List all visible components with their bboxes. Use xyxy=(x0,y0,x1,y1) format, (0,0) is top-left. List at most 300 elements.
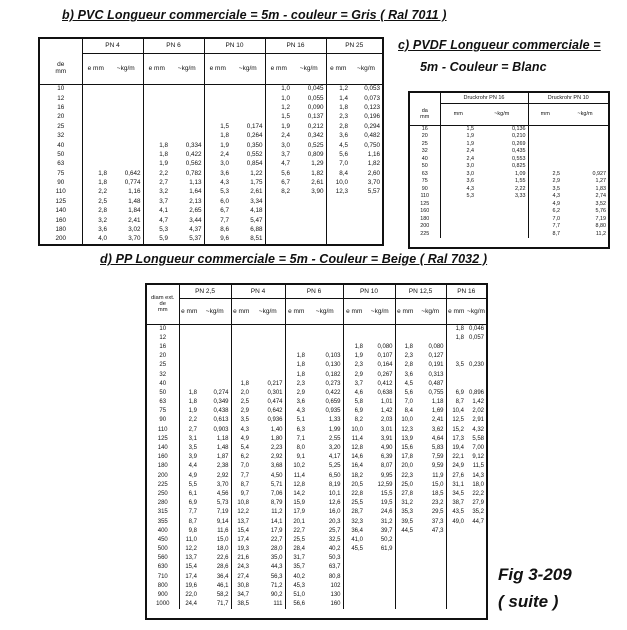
pp-cell-value: 8,79 xyxy=(270,500,283,507)
pvc-cell-value: 0,334 xyxy=(185,141,202,149)
pp-cell-diameter: 710 xyxy=(157,573,168,580)
pp-cell-value: 24,6 xyxy=(380,509,393,516)
pp-cell-diameter: 160 xyxy=(157,454,168,461)
pvdf-cell-value: 2,4 xyxy=(440,155,476,163)
pvdf-cell-value xyxy=(440,208,476,216)
pp-cell-value xyxy=(199,370,231,379)
pp-cell-value: 0,046 xyxy=(468,325,484,332)
pp-cell-value: 39,5 xyxy=(395,517,415,526)
pp-cell-value: 4,17 xyxy=(328,454,341,461)
pp-cell-value: 27,9 xyxy=(472,500,484,507)
pvc-cell-value: 2,4 xyxy=(204,150,231,159)
pp-cell-value: 47,3 xyxy=(431,527,444,534)
pp-table-row xyxy=(147,554,486,563)
pp-cell-value: 8,4 xyxy=(395,407,415,416)
pp-cell-value: 2,7 xyxy=(179,425,199,434)
pp-cell-value xyxy=(365,324,395,333)
pvdf-cell-value: 0,136 xyxy=(512,126,526,132)
pp-cell-value: 111 xyxy=(273,601,283,608)
pp-cell-value: 34,5 xyxy=(446,489,466,498)
pvc-cell-value xyxy=(170,131,204,140)
pp-cell-value: 0,613 xyxy=(213,417,229,424)
pp-cell-value: 1,18 xyxy=(431,399,444,406)
pp-cell-value: 0,080 xyxy=(377,343,393,350)
pvc-cell-value: 1,16 xyxy=(128,188,141,196)
pvc-cell-value: 0,212 xyxy=(307,122,324,130)
pp-cell-value: 46,1 xyxy=(216,582,229,589)
pvc-cell-value: 1,82 xyxy=(367,160,380,168)
pvc-table-row xyxy=(40,234,382,243)
pp-cell-value xyxy=(415,600,446,609)
pp-cell-value xyxy=(446,590,466,599)
pp-cell-value: 0,935 xyxy=(325,408,341,415)
pvc-caption: b) PVC Longueur commerciale = 5m - couleur = Gris ( Ral 7011 ) xyxy=(62,8,447,22)
pvc-cell-diameter: 20 xyxy=(57,113,65,121)
pvc-table-body xyxy=(40,84,382,244)
pvc-cell-diameter: 160 xyxy=(55,216,66,224)
pp-table-row xyxy=(147,398,486,407)
pvc-sub-header-e: e mm xyxy=(143,53,170,84)
pvdf-cell-value: 4,9 xyxy=(528,200,562,208)
pp-cell-value: 4,3 xyxy=(231,425,251,434)
pp-cell-value xyxy=(199,342,231,351)
pvc-cell-value: 0,174 xyxy=(246,122,263,130)
pvc-cell-value: 0,782 xyxy=(185,169,202,177)
pp-cell-value: 28,6 xyxy=(216,564,229,571)
pvdf-cell-value: 0,210 xyxy=(512,133,526,140)
pp-cell-value: 2,38 xyxy=(216,463,229,470)
pvc-cell-value xyxy=(204,103,231,112)
pp-cell-value: 1,80 xyxy=(270,435,283,442)
pvc-cell-value: 2,8 xyxy=(326,122,350,131)
pp-cell-diameter: 140 xyxy=(157,445,168,452)
pvc-cell-value: 3,2 xyxy=(82,215,109,224)
pp-cell-value xyxy=(466,590,486,599)
pp-cell-value: 19,5 xyxy=(380,500,393,507)
pp-cell-value: 38,7 xyxy=(446,499,466,508)
pvdf-cell-diameter: 25 xyxy=(421,140,428,147)
pvdf-table-row xyxy=(410,200,608,208)
pvc-cell-value xyxy=(143,103,170,112)
pvc-dn-unit: mm xyxy=(55,68,67,76)
pvc-cell-value: 0,642 xyxy=(124,169,141,177)
pp-table-row xyxy=(147,388,486,397)
pvc-cell-value xyxy=(82,140,109,149)
pvdf-cell-diameter: 125 xyxy=(420,200,430,207)
pvc-cell-diameter: 110 xyxy=(55,188,66,196)
pvdf-cell-value xyxy=(476,215,528,223)
pp-caption: d) PP Longueur commerciale = 5m - Couleur = Beige ( Ral 7032 ) xyxy=(100,252,488,266)
pp-cell-value: 0,164 xyxy=(377,362,393,369)
pvc-cell-value xyxy=(109,112,143,121)
pp-cell-value: 14,3 xyxy=(472,472,484,479)
pp-cell-value xyxy=(343,572,365,581)
pp-cell-value: 3,7 xyxy=(343,379,365,388)
pp-cell-value: 11,4 xyxy=(285,471,307,480)
pvdf-caption-line1: c) PVDF Longueur commerciale = xyxy=(398,38,601,52)
pp-cell-value xyxy=(466,545,486,554)
pvc-cell-value xyxy=(170,122,204,131)
pp-cell-value: 10,2 xyxy=(285,462,307,471)
pvc-cell-value: 0,809 xyxy=(307,150,324,158)
pp-cell-value: 6,3 xyxy=(285,425,307,434)
pvc-cell-value: 1,8 xyxy=(82,169,109,178)
pvc-cell-value: 7,0 xyxy=(326,159,350,168)
pp-cell-value: 12,8 xyxy=(285,480,307,489)
pp-table-row xyxy=(147,508,486,517)
pvdf-cell-diameter: 16 xyxy=(421,126,428,132)
pvc-cell-value: 8,6 xyxy=(204,225,231,234)
pvc-table-row xyxy=(40,150,382,159)
pvc-table-row xyxy=(40,112,382,121)
pp-cell-diameter: 560 xyxy=(157,555,168,562)
pvdf-table-frame xyxy=(408,91,610,249)
pp-cell-value: 2,02 xyxy=(472,408,484,415)
pvc-cell-value: 0,055 xyxy=(307,94,324,102)
pp-cell-value: 3,5 xyxy=(446,361,466,370)
pp-group-header: PN 10 xyxy=(343,285,395,298)
pvc-cell-value: 0,422 xyxy=(185,150,202,158)
pvdf-table-body xyxy=(410,125,608,238)
pvc-cell-value: 3,2 xyxy=(143,187,170,196)
pvc-cell-value: 10,0 xyxy=(326,178,350,187)
pp-cell-value: 0,313 xyxy=(428,371,444,378)
pp-cell-value: 1,8 xyxy=(231,379,251,388)
pp-cell-value xyxy=(466,379,486,388)
pp-cell-value xyxy=(415,545,446,554)
pvc-cell-value xyxy=(326,225,350,234)
pp-cell-value: 7,00 xyxy=(472,445,484,452)
pvdf-cell-value: 5,76 xyxy=(595,208,606,215)
pp-cell-diameter: 32 xyxy=(159,371,167,378)
pp-group-header: PN 12,5 xyxy=(395,285,446,298)
pp-table-row xyxy=(147,462,486,471)
pvc-cell-value xyxy=(143,84,170,93)
pvc-group-header: PN 10 xyxy=(204,39,265,53)
pp-cell-diameter: 63 xyxy=(159,399,167,406)
pvc-cell-value: 7,7 xyxy=(204,215,231,224)
pp-cell-value: 9,8 xyxy=(179,526,199,535)
pp-cell-value: 18,2 xyxy=(343,471,365,480)
pvc-cell-value: 6,0 xyxy=(204,197,231,206)
pvdf-cell-diameter: 110 xyxy=(420,193,430,200)
pp-cell-value: 32,5 xyxy=(328,536,341,543)
pvdf-cell-value xyxy=(562,133,608,141)
pp-cell-value xyxy=(446,379,466,388)
pvc-cell-value: 1,5 xyxy=(204,122,231,131)
pp-cell-value: 71,2 xyxy=(270,582,283,589)
pp-cell-value: 10,4 xyxy=(446,407,466,416)
pp-cell-value: 0,230 xyxy=(468,362,484,369)
pvc-cell-value: 1,8 xyxy=(82,178,109,187)
pvdf-table xyxy=(410,93,608,238)
pvc-cell-value xyxy=(292,225,326,234)
pvc-cell-diameter: 125 xyxy=(55,197,66,205)
pvc-dn-symbol: de xyxy=(57,61,65,69)
pvc-cell-value: 0,342 xyxy=(307,132,324,140)
pvc-cell-value xyxy=(109,140,143,149)
pvc-cell-value: 0,073 xyxy=(364,94,380,102)
pp-cell-value: 1,8 xyxy=(285,352,307,361)
pp-cell-value xyxy=(466,563,486,572)
pvc-cell-value: 2,61 xyxy=(311,179,324,187)
pvdf-cell-value xyxy=(476,230,528,238)
pp-cell-value: 0,438 xyxy=(213,408,229,415)
pvdf-cell-value: 3,5 xyxy=(528,185,562,193)
pvc-cell-value: 3,6 xyxy=(326,131,350,140)
pp-cell-value: 3,91 xyxy=(380,435,393,442)
pvc-cell-value xyxy=(170,112,204,121)
pp-cell-value: 25,0 xyxy=(395,480,415,489)
pp-cell-value: 12,2 xyxy=(231,508,251,517)
pp-cell-value: 6,9 xyxy=(179,499,199,508)
pvc-cell-value: 8,4 xyxy=(326,169,350,178)
pvdf-cell-diameter: 32 xyxy=(421,148,428,155)
pp-cell-value: 5,5 xyxy=(179,480,199,489)
pp-cell-value xyxy=(251,352,285,361)
pp-cell-value xyxy=(343,590,365,599)
pvc-sub-header-kg: ~kg/m xyxy=(170,53,204,84)
pp-cell-value: 58,2 xyxy=(216,592,229,599)
pp-cell-value: 9,95 xyxy=(380,472,393,479)
pp-table xyxy=(147,285,486,609)
pvdf-table-row xyxy=(410,185,608,193)
pp-cell-value: 39,7 xyxy=(380,527,393,534)
pp-cell-value: 0,191 xyxy=(428,362,444,369)
pp-table-row xyxy=(147,535,486,544)
pp-cell-diameter: 75 xyxy=(159,408,167,415)
pvc-cell-value: 1,64 xyxy=(189,188,202,196)
pp-cell-value: 15,0 xyxy=(216,536,229,543)
pvc-cell-value: 3,0 xyxy=(204,159,231,168)
pvc-sub-header-kg: ~kg/m xyxy=(109,53,143,84)
pp-cell-value xyxy=(199,324,231,333)
pvdf-cell-value xyxy=(476,208,528,216)
pp-cell-value: 12,6 xyxy=(328,500,341,507)
pvc-cell-value: 1,0 xyxy=(265,84,292,93)
pvdf-cell-diameter: 20 xyxy=(421,133,428,140)
pp-cell-value: 102 xyxy=(330,582,341,589)
pp-cell-value: 44,3 xyxy=(270,564,283,571)
pvdf-cell-value: 1,83 xyxy=(595,185,606,192)
pp-cell-value: 20,5 xyxy=(343,480,365,489)
pp-cell-value: 1,9 xyxy=(179,407,199,416)
pp-cell-value xyxy=(179,379,199,388)
pvdf-cell-value: 2,9 xyxy=(528,178,562,186)
pp-cell-diameter: 110 xyxy=(157,426,168,433)
pp-table-row xyxy=(147,434,486,443)
pp-cell-value xyxy=(395,333,415,342)
pp-cell-value: 0,274 xyxy=(213,389,229,396)
pvdf-cell-value xyxy=(562,125,608,133)
pp-cell-value: 1,8 xyxy=(343,342,365,351)
pvc-cell-value: 1,48 xyxy=(128,197,141,205)
pvc-cell-value: 4,1 xyxy=(143,206,170,215)
pvc-cell-diameter: 32 xyxy=(57,132,65,140)
pp-cell-value xyxy=(395,324,415,333)
pvc-cell-value xyxy=(292,197,326,206)
pp-cell-value xyxy=(466,554,486,563)
pvc-cell-value: 2,60 xyxy=(367,169,380,177)
pp-cell-value: 2,41 xyxy=(431,417,444,424)
pp-cell-diameter: 200 xyxy=(157,472,168,479)
pvc-cell-value: 2,2 xyxy=(82,187,109,196)
pp-cell-value: 0,273 xyxy=(325,380,341,387)
pp-cell-value: 3,68 xyxy=(270,463,283,470)
pp-cell-value: 51,0 xyxy=(285,590,307,599)
pp-cell-diameter: 1000 xyxy=(156,601,170,608)
pp-cell-value xyxy=(231,333,251,342)
pvdf-table-row xyxy=(410,133,608,141)
pvc-cell-value: 12,3 xyxy=(326,187,350,196)
pvc-cell-value: 1,8 xyxy=(143,140,170,149)
pvdf-table-row xyxy=(410,140,608,148)
pp-cell-value xyxy=(251,342,285,351)
pp-cell-value: 0,267 xyxy=(377,371,393,378)
pp-cell-value: 71,7 xyxy=(216,601,229,608)
pp-cell-value: 12,2 xyxy=(179,545,199,554)
pvc-cell-value: 5,3 xyxy=(143,225,170,234)
pp-cell-value: 0,182 xyxy=(325,371,341,378)
pp-cell-value xyxy=(466,535,486,544)
pp-cell-value: 1,99 xyxy=(328,426,341,433)
pvc-cell-value xyxy=(82,112,109,121)
pvc-cell-value xyxy=(109,103,143,112)
pp-cell-value: 0,896 xyxy=(468,389,484,396)
pp-cell-value: 3,70 xyxy=(216,481,229,488)
pp-cell-value: 13,9 xyxy=(395,434,415,443)
pp-table-row xyxy=(147,563,486,572)
pp-cell-diameter: 25 xyxy=(159,362,167,369)
pp-cell-value: 2,92 xyxy=(270,454,283,461)
pvdf-cell-value: 1,55 xyxy=(515,178,526,185)
pvc-cell-value: 3,90 xyxy=(311,188,324,196)
pp-cell-value: 6,50 xyxy=(328,472,341,479)
pp-cell-value: 1,48 xyxy=(216,445,229,452)
pvc-cell-value xyxy=(109,84,143,93)
pp-cell-value: 13,7 xyxy=(179,554,199,563)
pvdf-sub-header-kg: ~kg/m xyxy=(476,103,528,125)
pp-cell-diameter: 450 xyxy=(157,536,168,543)
pvc-group-header: PN 4 xyxy=(82,39,143,53)
pp-cell-value xyxy=(446,563,466,572)
pvc-cell-value: 0,053 xyxy=(364,85,380,93)
pp-cell-value: 1,8 xyxy=(446,324,466,333)
pvc-cell-value: 1,29 xyxy=(311,160,324,168)
pvdf-dn-header xyxy=(410,103,440,125)
pvc-cell-diameter: 16 xyxy=(57,103,65,111)
pvdf-cell-diameter: 200 xyxy=(420,223,430,230)
pp-cell-value xyxy=(365,572,395,581)
pvc-cell-value: 3,0 xyxy=(265,140,292,149)
pp-cell-value xyxy=(466,581,486,590)
pp-cell-value: 12,59 xyxy=(377,481,393,488)
pp-cell-value: 2,2 xyxy=(179,416,199,425)
pp-cell-value xyxy=(415,333,446,342)
pvdf-cell-value: 3,0 xyxy=(440,163,476,171)
pp-cell-value: 13,7 xyxy=(231,517,251,526)
pvc-cell-value: 1,16 xyxy=(367,150,380,158)
pp-cell-value: 14,2 xyxy=(285,489,307,498)
pp-cell-value: 4,6 xyxy=(343,388,365,397)
pp-cell-diameter: 90 xyxy=(159,417,167,424)
pp-cell-value: 15,5 xyxy=(380,490,393,497)
pvc-table-row xyxy=(40,131,382,140)
pvdf-cell-value: 4,3 xyxy=(528,193,562,201)
pp-cell-diameter: 280 xyxy=(157,500,168,507)
pvdf-cell-value: 6,2 xyxy=(528,208,562,216)
pvc-cell-value xyxy=(231,112,265,121)
pvdf-cell-value: 11,2 xyxy=(595,230,606,237)
pp-cell-value: 22,6 xyxy=(216,555,229,562)
pvc-cell-value: 0,750 xyxy=(364,141,380,149)
pp-sub-header-e: e mm xyxy=(285,298,307,324)
pp-cell-value: 3,5 xyxy=(231,416,251,425)
pp-table-row xyxy=(147,370,486,379)
pp-cell-value: 0,642 xyxy=(267,408,283,415)
pp-cell-value: 80,8 xyxy=(328,573,341,580)
pvc-cell-value xyxy=(292,206,326,215)
pp-cell-value xyxy=(415,554,446,563)
pp-cell-value xyxy=(199,361,231,370)
pp-cell-value: 0,474 xyxy=(267,399,283,406)
pvdf-cell-value xyxy=(476,200,528,208)
pp-cell-value: 0,755 xyxy=(428,389,444,396)
pp-cell-diameter: 800 xyxy=(157,582,168,589)
pvc-cell-value: 0,854 xyxy=(246,160,263,168)
pp-cell-value xyxy=(179,361,199,370)
pvdf-cell-value xyxy=(528,140,562,148)
pvdf-table-row xyxy=(410,170,608,178)
pp-cell-value: 5,4 xyxy=(231,443,251,452)
pp-cell-value: 7,1 xyxy=(285,434,307,443)
pvdf-dn-symbol: da xyxy=(421,107,428,114)
pvdf-table-row xyxy=(410,163,608,171)
pp-cell-value: 16,4 xyxy=(343,462,365,471)
pp-cell-value: 0,217 xyxy=(267,380,283,387)
pvdf-cell-value xyxy=(440,200,476,208)
pvdf-cell-value: 2,4 xyxy=(440,148,476,156)
pp-cell-value: 22,1 xyxy=(446,453,466,462)
pp-cell-value xyxy=(365,581,395,590)
pvc-cell-value xyxy=(350,215,382,224)
pvc-cell-value xyxy=(265,197,292,206)
pp-table-row xyxy=(147,407,486,416)
pp-cell-value: 18,5 xyxy=(431,490,444,497)
pvc-cell-value: 5,6 xyxy=(265,169,292,178)
pp-cell-value: 11,0 xyxy=(179,535,199,544)
pp-cell-value xyxy=(446,526,466,535)
pvc-cell-value xyxy=(82,150,109,159)
pp-cell-value: 1,9 xyxy=(343,352,365,361)
pvc-cell-value: 6,7 xyxy=(204,206,231,215)
pp-cell-value: 4,64 xyxy=(431,435,444,442)
pvc-cell-value: 2,5 xyxy=(82,197,109,206)
pp-cell-value: 25,5 xyxy=(343,499,365,508)
pvc-cell-value xyxy=(143,131,170,140)
pvdf-cell-value: 7,19 xyxy=(595,215,606,222)
pp-cell-value xyxy=(395,535,415,544)
pp-cell-value: 17,3 xyxy=(446,434,466,443)
pp-cell-value: 19,3 xyxy=(231,545,251,554)
pvc-cell-value xyxy=(326,234,350,243)
pp-cell-value: 1,33 xyxy=(328,417,341,424)
pvdf-cell-value: 0,553 xyxy=(512,155,526,162)
pvc-cell-value: 8,51 xyxy=(250,235,263,243)
pp-cell-diameter: 10 xyxy=(159,325,167,332)
pp-cell-value: 0,301 xyxy=(267,389,283,396)
pp-cell-value: 4,5 xyxy=(395,379,415,388)
